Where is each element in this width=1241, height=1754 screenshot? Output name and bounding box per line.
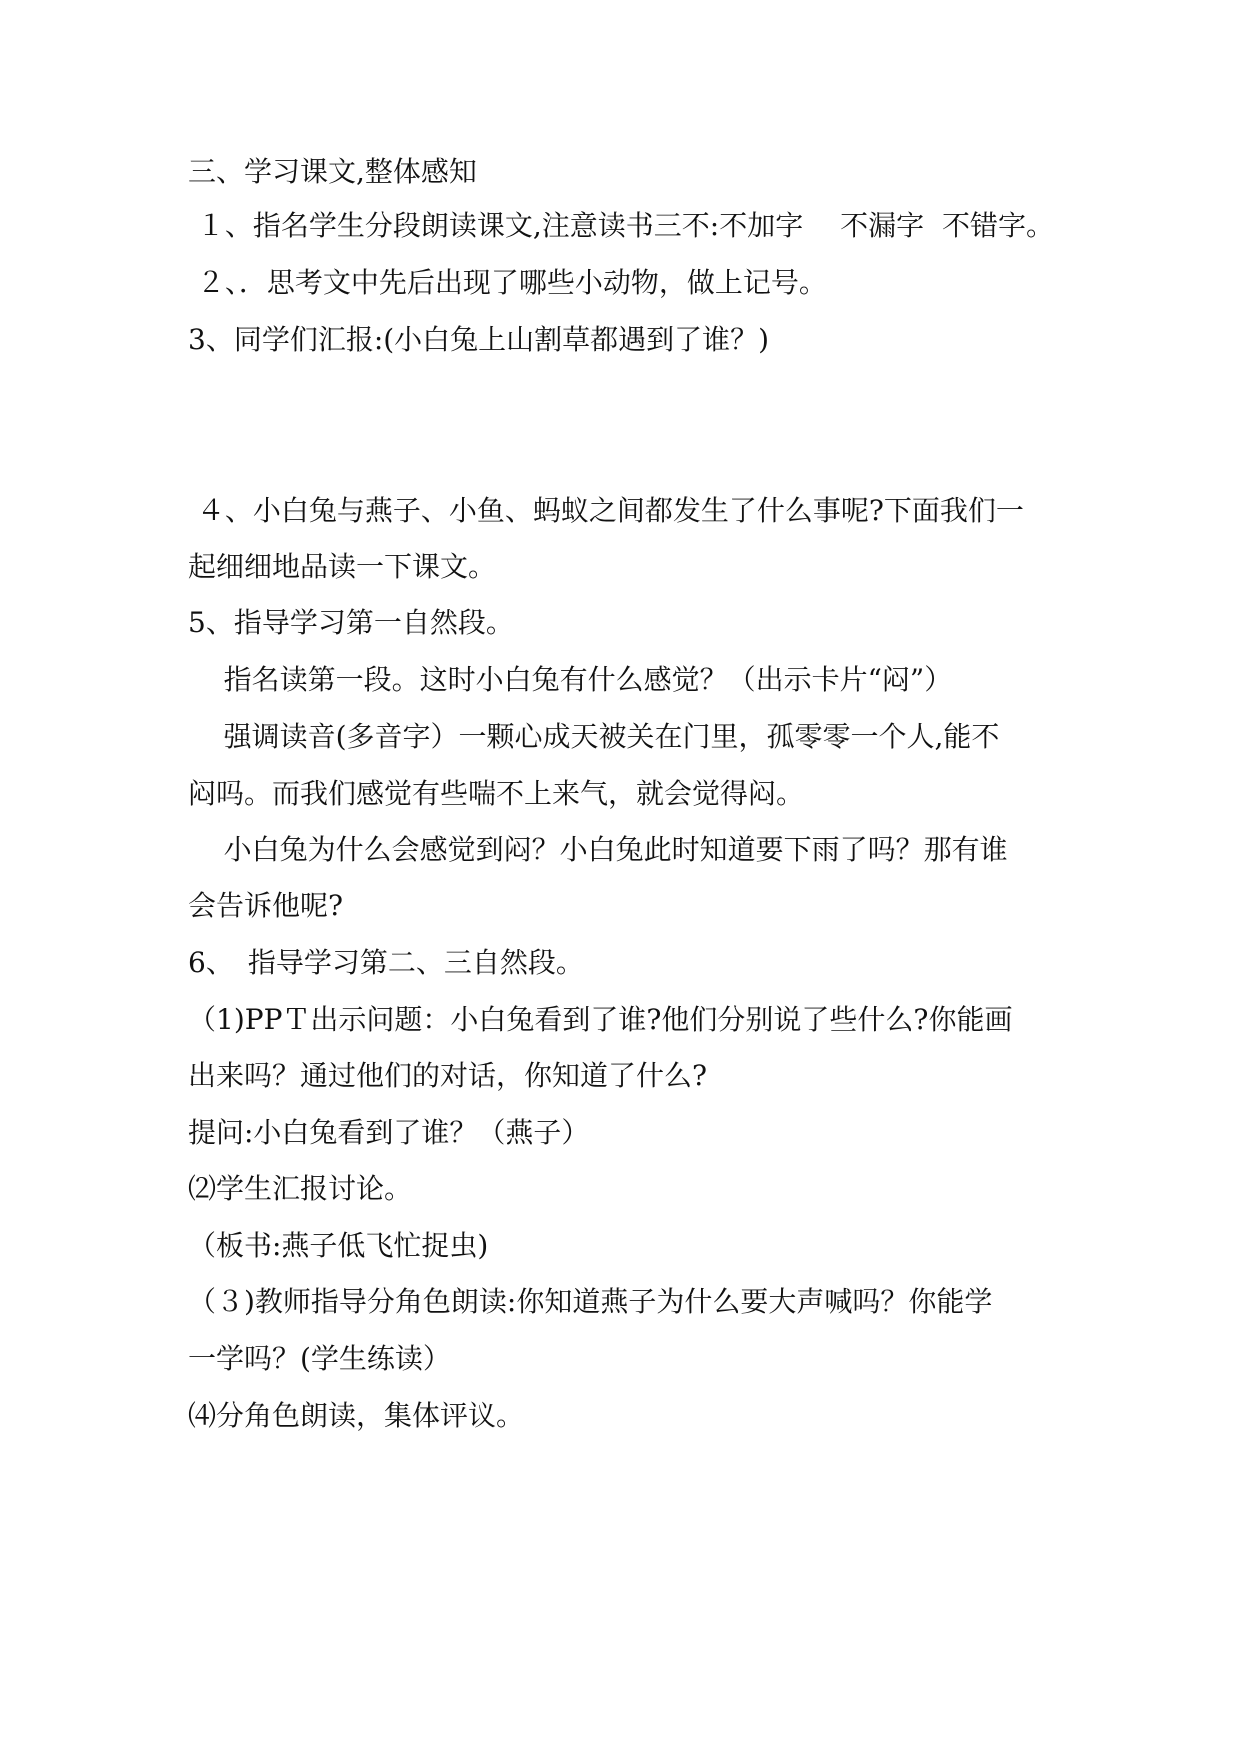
text-line-6: 5、指导学习第一自然段。	[188, 606, 514, 639]
text-line-13: （1)PPＴ出示问题：小白兔看到了谁?他们分别说了些什么?你能画	[188, 1003, 1013, 1036]
text-line-20: ⑷分角色朗读，集体评议。	[188, 1399, 525, 1432]
text-line-18: （３)教师指导分角色朗读:你知道燕子为什么要大声喊吗？你能学	[188, 1285, 993, 1318]
text-line-12: 6、 指导学习第二、三自然段。	[188, 946, 584, 979]
text-line-4: ４、小白兔与燕子、小鱼、蚂蚁之间都发生了什么事呢?下面我们一	[188, 494, 1024, 527]
text-line-10: 小白兔为什么会感觉到闷？小白兔此时知道要下雨了吗？那有谁	[188, 833, 1008, 866]
text-line-14: 出来吗？通过他们的对话，你知道了什么?	[188, 1059, 708, 1092]
text-line-3: 3、同学们汇报:(小白兔上山割草都遇到了谁？)	[188, 323, 770, 356]
text-line-9: 闷吗。而我们感觉有些喘不上来气，就会觉得闷。	[188, 777, 805, 810]
text-line-19: 一学吗？(学生练读）	[188, 1342, 451, 1375]
text-line-8: 强调读音(多音字）一颗心成天被关在门里，孤零零一个人,能不	[188, 720, 1000, 753]
text-line-2: ２、．思考文中先后出现了哪些小动物，做上记号。	[188, 266, 827, 299]
text-line-1: １、指名学生分段朗读课文,注意读书三不:不加字 不漏字 不错字。	[188, 209, 1054, 242]
section-heading: 三、学习课文,整体感知	[188, 155, 477, 188]
text-line-15: 提问:小白兔看到了谁？（燕子）	[188, 1116, 590, 1149]
text-line-7: 指名读第一段。这时小白兔有什么感觉？（出示卡片“闷”）	[188, 663, 953, 696]
text-line-17: （板书:燕子低飞忙捉虫)	[188, 1229, 489, 1262]
text-line-11: 会告诉他呢?	[188, 889, 344, 922]
text-line-5: 起细细地品读一下课文。	[188, 550, 497, 583]
text-line-16: ⑵学生汇报讨论。	[188, 1172, 413, 1205]
